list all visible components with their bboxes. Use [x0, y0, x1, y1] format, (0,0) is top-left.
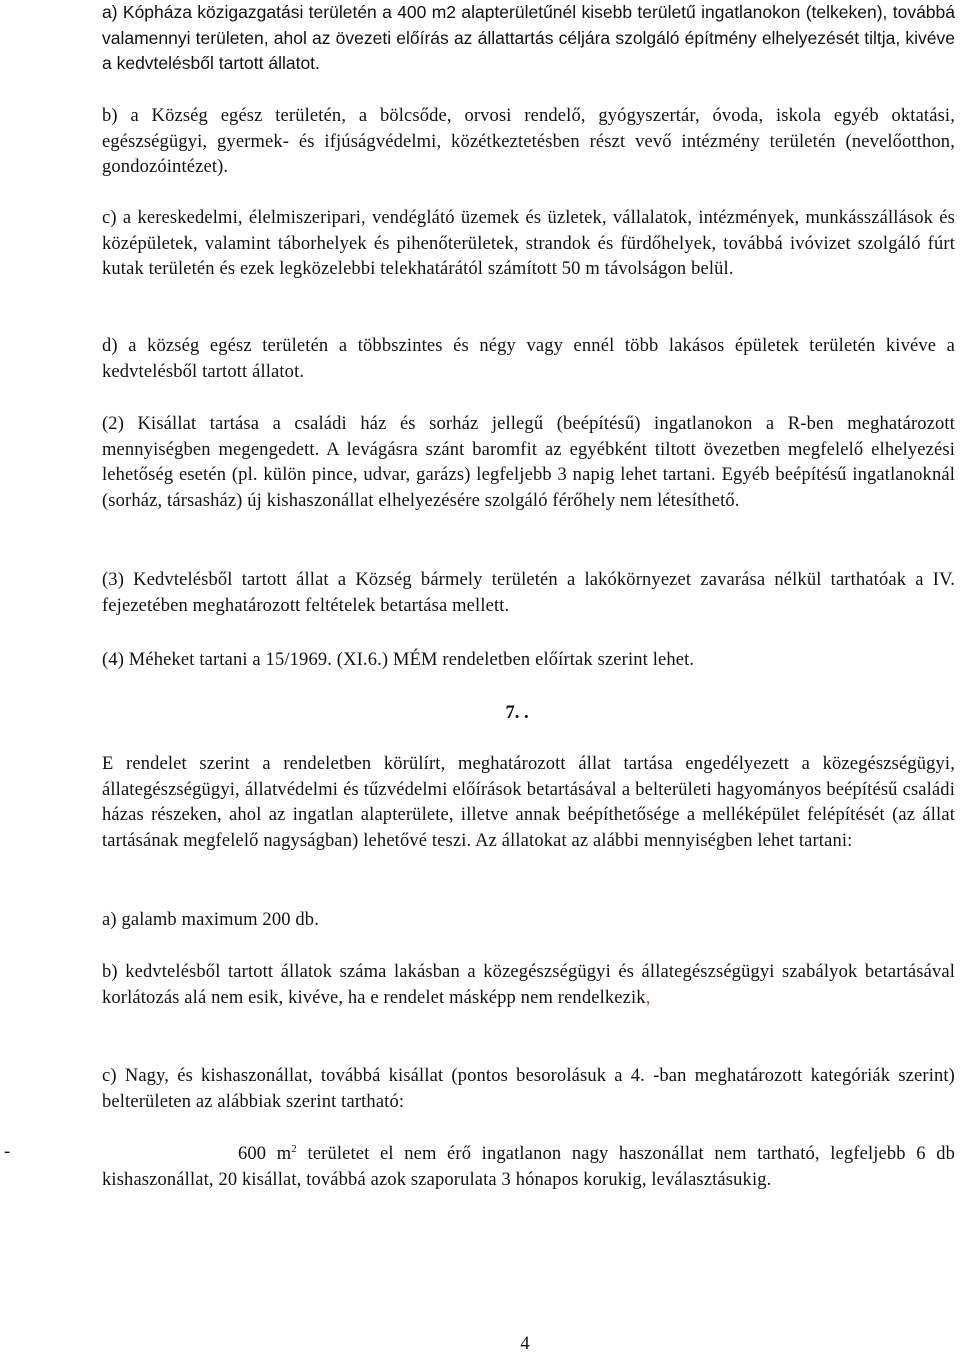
paragraph-b-kedvteles [102, 960, 955, 1011]
list-item-600-post: területet el nem érő ingatlanon nagy haszonállat nem tartható, legfeljebb 6 db kishaszonállat, 20 kisállat, továbbá azok szaporulata 3 hónapos korukig, leválasztásukig. [102, 1144, 955, 1190]
paragraph-a-kophaza: a) Kópháza közigazgatási területén a 400 m2 alapterületűnél kisebb területű ingatlanokon (telkeken), továbbá valamennyi területen, ahol az övezeti előírás az állattartás céljára szolgáló építmény elhelyezését tiltja, kivéve a kedvtelésből tartott állatot. [102, 2, 955, 73]
paragraph-c-kereskedelmi: c) a kereskedelmi, élelmiszeripari, vendéglátó üzemek és üzletek, vállalatok, intézmények, munkásszállások és középületek, valamint táborhelyek és pihenőterületek, strandok és fürdőhelyek, továbbá ivóvizet szolgáló fúrt kutak területén és ezek legközelebbi telekhatárától számított 50 m távolságon belül. [102, 208, 955, 279]
list-item-600-pre: 600 m [238, 1144, 292, 1164]
paragraph-d-tobbszintes: d) a község egész területén a többszintes és négy vagy ennél több lakásos épületek területén kivéve a kedvtelésből tartott állatot. [102, 336, 955, 382]
paragraph-2-kisallat: (2) Kisállat tartása a családi ház és sorház jellegű (beépítésű) ingatlanokon a R-ben meghatározott mennyiségben megengedett. A levágásra szánt baromfit az egyébként tiltott övezetben megfelelő elhelyezési lehetőség esetén (pl. külön pince, udvar, garázs) legfeljebb 3 napig lehet tartani. Egyéb beépítésű ingatlanoknál (sorház, társasház) új kishaszonállat elhelyezésére szolgáló férőhely nem létesíthető. [102, 414, 955, 511]
page-number: 4 [520, 1334, 530, 1354]
paragraph-b-kedvteles-text: b) kedvtelésből tartott állatok száma lakásban a közegészségügyi és állategészségügyi szabályok betartásával korlátozás alá nem esik, kivéve, ha e rendelet másképp nem rendelkezik [102, 962, 955, 1008]
list-dash: - [4, 1142, 11, 1162]
paragraph-a-galamb: a) galamb maximum 200 db. [102, 910, 319, 930]
paragraph-4-meheket: (4) Méheket tartani a 15/1969. (XI.6.) MÉM rendeletben előírtak szerint lehet. [102, 650, 695, 670]
list-item-600-sup: 2 [291, 1143, 297, 1155]
paragraph-b-red-comma: , [645, 987, 651, 1008]
paragraph-c-nagy: c) Nagy, és kishaszonállat, továbbá kisállat (pontos besorolásuk a 4. -ban meghatározott kategóriák szerint) belterületen az alábbiak szerint tartható: [102, 1066, 955, 1112]
list-item-600 [102, 1142, 955, 1193]
paragraph-b-kozseg: b) a Község egész területén, a bölcsőde, orvosi rendelő, gyógyszertár, óvoda, iskola egyéb oktatási, egészségügyi, gyermek- és ifjúságvédelmi, közétkeztetésben részt vevő intézmény területén (nevelőotthon, gondozóintézet). [102, 106, 955, 177]
paragraph-e-rendelet: E rendelet szerint a rendeletben körülírt, meghatározott állat tartása engedélyezett a közegészségügyi, állategészségügyi, állatvédelmi és tűzvédelmi előírások betartásával a belterületi hagyományos beépítésű családi házas részeken, ahol az ingatlan alapterülete, illetve annak beépíthetősége a melléképület felépítését (az állat tartásának megfelelő nagyságban) lehetővé teszi. Az állatokat az alábbi mennyiségben lehet tartani: [102, 754, 955, 851]
section-heading: 7. . [505, 703, 529, 723]
paragraph-3-kedvteles: (3) Kedvtelésből tartott állat a Község bármely területén a lakókörnyezet zavarása nélkül tarthatóak a IV. fejezetében meghatározott feltételek betartása mellett. [102, 570, 955, 616]
